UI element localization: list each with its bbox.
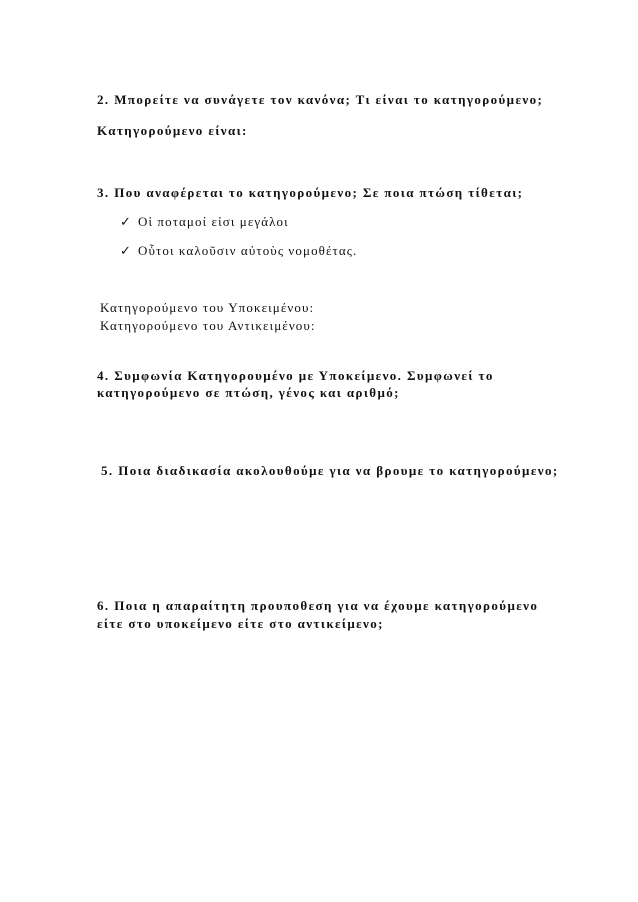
example-text: Οἱ ποταμοί εἰσι μεγάλοι: [138, 214, 289, 229]
object-predicate-label: Κατηγορούμενο του Αντικειμένου:: [100, 318, 316, 333]
question-4-line-2: κατηγορούμενο σε πτώση, γένος και αριθμό;: [97, 385, 400, 400]
question-3-text: 3. Που αναφέρεται το κατηγορούμενο; Σε ποια πτώση τίθεται;: [97, 185, 524, 200]
question-6-line-2: είτε στο υποκείμενο είτε στο αντικείμενο;: [97, 616, 384, 631]
question-2-text: 2. Μπορείτε να συνάγετε τον κανόνα; Τι είναι το κατηγορούμενο;: [97, 92, 544, 107]
checkmark-icon: ✓: [120, 243, 132, 258]
question-4-line-1: 4. Συμφωνία Κατηγορουμένο με Υποκείμενο. Συμφωνεί το: [97, 368, 494, 383]
subject-predicate-label: Κατηγορούμενο του Υποκειμένου:: [100, 300, 315, 315]
example-text: Οὗτοι καλοῦσιν αὐτοὺς νομοθέτας.: [138, 243, 358, 258]
question-6-line-1: 6. Ποια η απαραίτητη προυποθεση για να έχουμε κατηγορούμενο: [97, 598, 539, 613]
example-item: [120, 213, 289, 231]
question-2-answer-label: Κατηγορούμενο είναι:: [97, 123, 248, 138]
checkmark-icon: ✓: [120, 214, 132, 229]
example-item: [120, 242, 357, 260]
question-5-text: 5. Ποια διαδικασία ακολουθούμε για να βρουμε το κατηγορούμενο;: [101, 463, 559, 478]
